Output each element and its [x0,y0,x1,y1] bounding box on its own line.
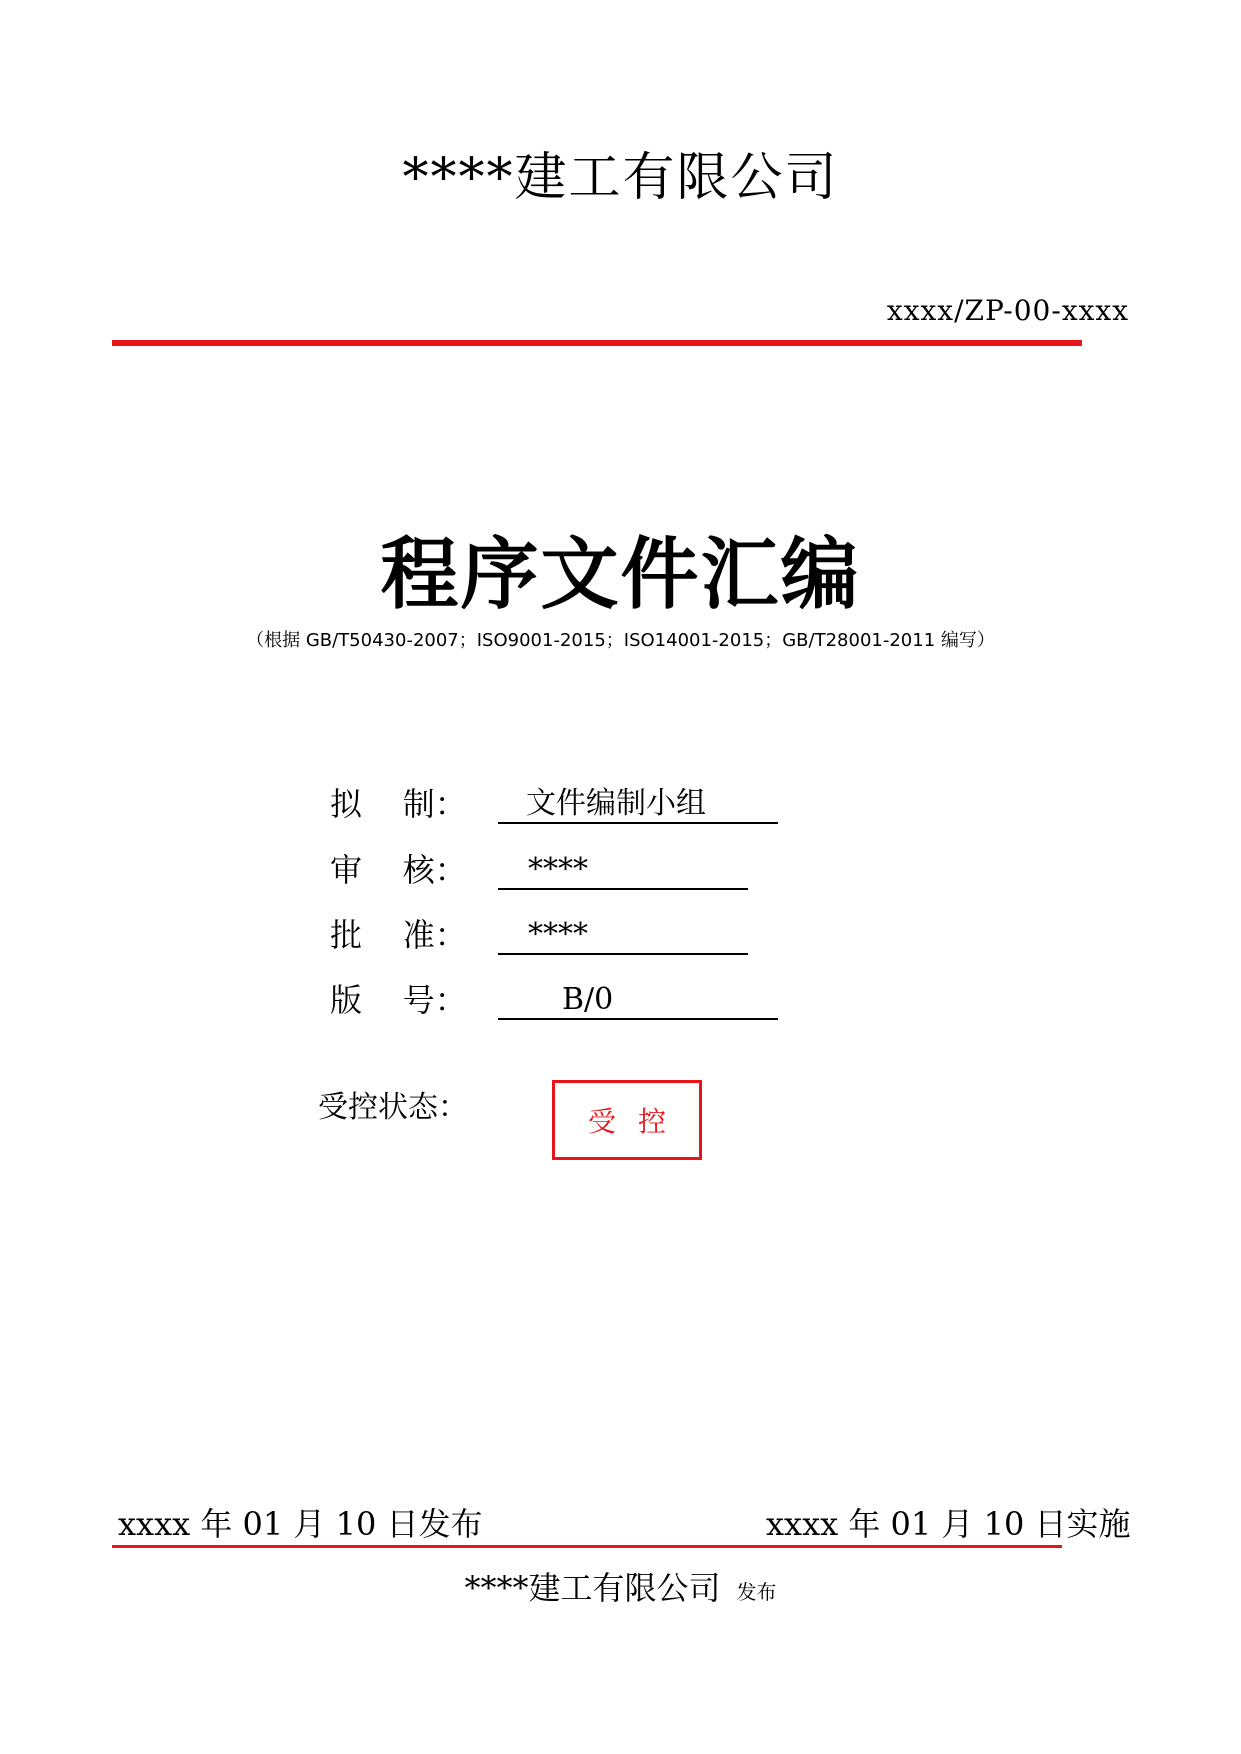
footer-company: ****建工有限公司 [464,1569,721,1607]
field-value-approved: **** [528,917,588,952]
document-title: 程序文件汇编 [380,530,861,620]
publish-date: xxxx 年 01 月 10 日发布 [118,1505,483,1543]
field-row-drafted [0,784,1241,824]
field-value-drafted: 文件编制小组 [526,786,706,821]
effective-date: xxxx 年 01 月 10 日实施 [766,1505,1131,1543]
field-value-version: B/0 [562,982,614,1017]
control-status-label: 受控状态： [318,1090,468,1125]
field-label-approved: 批 准： [330,916,467,954]
field-underline [498,980,778,1020]
controlled-stamp-text: 受控 [587,1105,688,1138]
footer-publish-label: 发布 [736,1580,777,1604]
document-subtitle: （根据 GB/T50430-2007；ISO9001-2015；ISO14001-2015；GB/T28001-2011 编写） [246,630,995,651]
top-red-divider [112,340,1082,346]
field-label-version: 版 号： [330,981,467,1019]
field-row-approved [0,915,1241,955]
field-value-reviewed: **** [528,852,588,887]
field-row-reviewed [0,850,1241,890]
field-label-drafted: 拟 制： [330,785,467,823]
document-number: xxxx/ZP-00-xxxx [886,294,1129,327]
company-header: ****建工有限公司 [402,148,839,208]
field-row-version [0,980,1241,1020]
footer-publisher [0,1568,1241,1614]
bottom-red-divider [112,1545,1062,1548]
field-label-reviewed: 审 核： [330,851,467,889]
controlled-stamp [552,1080,702,1160]
